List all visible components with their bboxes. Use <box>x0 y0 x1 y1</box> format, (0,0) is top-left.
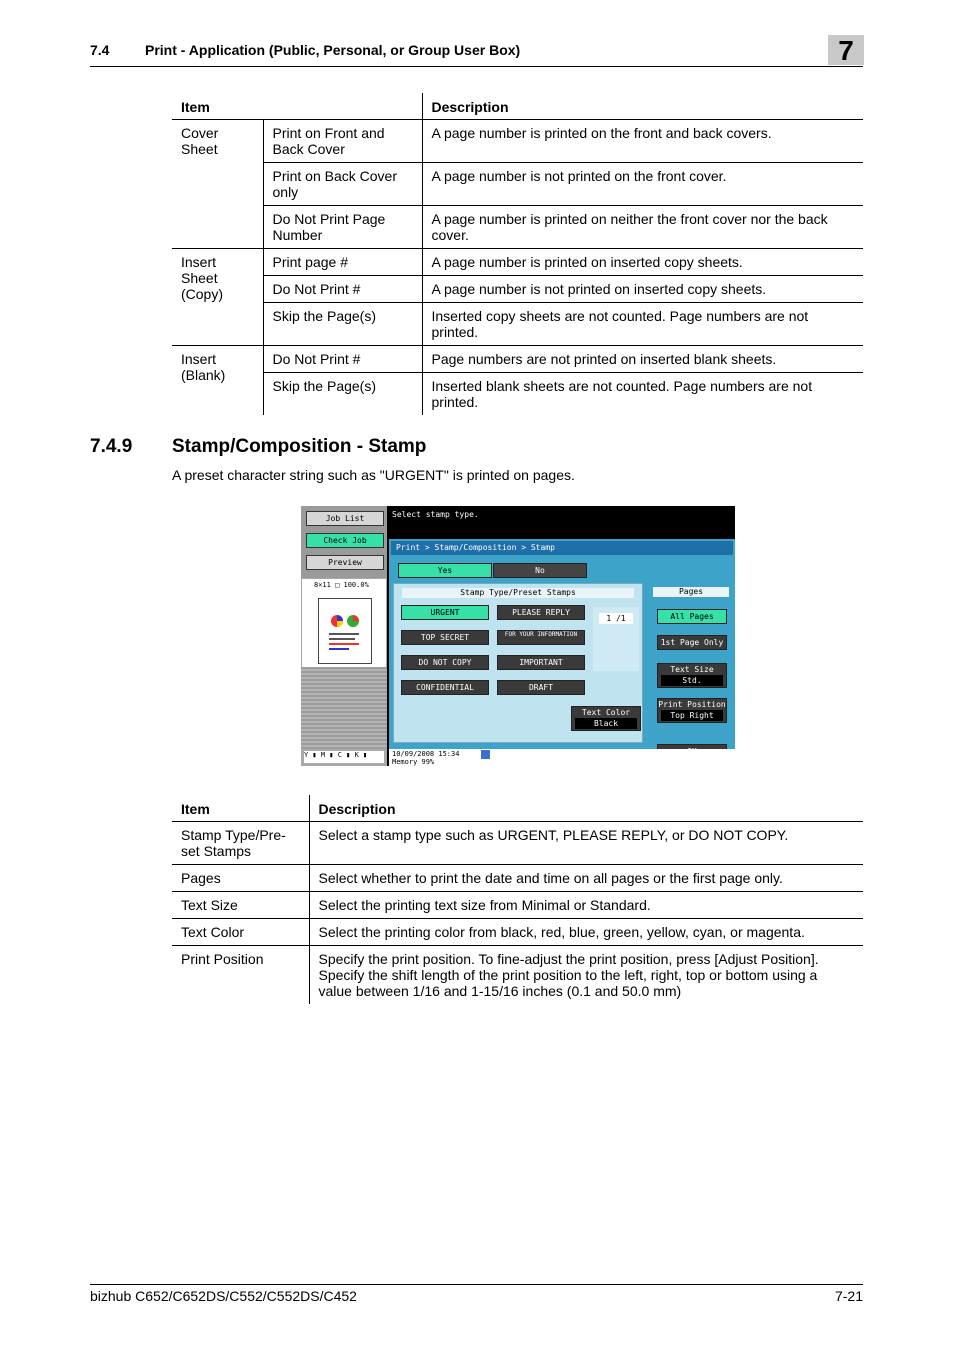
memory-status: Memory 99% <box>392 758 435 766</box>
text-size-value: Std. <box>661 675 723 686</box>
text-size-button[interactable]: Text Size Std. <box>657 663 727 688</box>
pages-header: Pages <box>653 587 729 597</box>
preview-button[interactable]: Preview <box>306 555 384 570</box>
stamp-important-button[interactable]: IMPORTANT <box>497 655 585 670</box>
breadcrumb: Print > Stamp/Composition > Stamp <box>391 541 733 555</box>
section-title: Stamp/Composition - Stamp <box>172 436 427 457</box>
table-cell-description: Select the printing color from black, red, blue, green, yellow, cyan, or magenta. <box>309 919 863 946</box>
table-row <box>172 206 863 249</box>
stamp-urgent-button[interactable]: URGENT <box>401 605 489 620</box>
stamp-settings-table <box>172 795 863 1004</box>
table-cell-item: Text Color <box>172 919 309 946</box>
text-color-button[interactable]: Text Color Black <box>571 706 641 731</box>
first-page-only-button[interactable]: 1st Page Only <box>657 635 727 650</box>
preview-thumbnail-area <box>302 579 386 667</box>
table-header-description: Description <box>422 93 863 120</box>
stamp-for-your-information-button[interactable]: FOR YOUR INFORMATION <box>497 630 585 645</box>
table-cell-description: Select a stamp type such as URGENT, PLEASE REPLY, or DO NOT COPY. <box>309 822 863 865</box>
stamp-please-reply-button[interactable]: PLEASE REPLY <box>497 605 585 620</box>
section-intro: A preset character string such as "URGENT" is printed on pages. <box>172 467 575 483</box>
table-header-description: Description <box>309 795 863 822</box>
date-time: 10/09/2008 15:34 <box>392 750 460 758</box>
page-number-options-table <box>172 93 863 415</box>
table-cell-item: Insert (Blank) <box>181 351 226 383</box>
table-cell-option: Do Not Print Page Number <box>263 206 422 249</box>
header-section-title: Print - Application (Public, Personal, or Group User Box) <box>145 42 521 58</box>
table-cell-option: Do Not Print # <box>263 346 422 373</box>
table-header-item: Item <box>172 93 422 120</box>
table-cell-description: A page number is printed on the front and back covers. <box>422 120 863 163</box>
job-list-button[interactable]: Job List <box>306 511 384 526</box>
table-cell-description: Select whether to print the date and time on all pages or the first page only. <box>309 865 863 892</box>
table-cell-description: Select the printing text size from Minimal or Standard. <box>309 892 863 919</box>
table-cell-description: A page number is printed on inserted copy sheets. <box>422 249 863 276</box>
table-cell-item: Print Position <box>181 951 264 967</box>
table-header-item: Item <box>172 795 309 822</box>
text-color-value: Black <box>575 718 637 729</box>
table-cell-item: Text Size <box>172 892 309 919</box>
table-row <box>172 892 863 919</box>
table-cell-option: Print on Back Cover only <box>263 163 422 206</box>
table-cell-option: Print on Front and Back Cover <box>263 120 422 163</box>
thumbnail-info: 8×11 □ 100.0% <box>314 581 369 589</box>
table-row <box>172 303 863 346</box>
network-icon <box>481 750 490 759</box>
table-row <box>172 120 863 163</box>
document-preview-icon <box>319 599 371 663</box>
table-cell-item: Insert Sheet (Copy) <box>172 249 263 346</box>
table-row <box>172 946 863 1005</box>
table-cell-option: Skip the Page(s) <box>263 303 422 346</box>
chapter-number: 7 <box>828 35 864 65</box>
all-pages-button[interactable]: All Pages <box>657 609 727 624</box>
table-row <box>172 919 863 946</box>
stamp-top-secret-button[interactable]: TOP SECRET <box>401 630 489 645</box>
stamp-type-header: Stamp Type/Preset Stamps <box>402 588 634 598</box>
table-cell-item: Pages <box>172 865 309 892</box>
stamp-confidential-button[interactable]: CONFIDENTIAL <box>401 680 489 695</box>
table-cell-description: Page numbers are not printed on inserted blank sheets. <box>422 346 863 373</box>
table-cell-option: Skip the Page(s) <box>263 373 422 416</box>
stamp-draft-button[interactable]: DRAFT <box>497 680 585 695</box>
header-section-number: 7.4 <box>90 42 110 58</box>
table-row <box>172 249 863 276</box>
check-job-button[interactable]: Check Job <box>306 533 384 548</box>
sidebar <box>301 506 387 766</box>
table-cell-description: Specify the print position. To fine-adjust the print position, press [Adjust Position]. Specify the shift length of the print position to the left, right, top or bottom using a value between 1/16 and 1-15/16 inches (0.1 and 50.0 mm) <box>309 946 863 1005</box>
print-position-value: Top Right <box>661 710 723 721</box>
table-row <box>172 373 863 416</box>
stamp-settings-area <box>389 539 735 749</box>
table-row <box>172 822 863 865</box>
table-cell-description: A page number is not printed on inserted copy sheets. <box>422 276 863 303</box>
page-counter: 1 /1 <box>599 613 633 624</box>
table-row <box>172 865 863 892</box>
footer-page-number: 7-21 <box>834 1288 863 1304</box>
status-bar <box>389 749 735 766</box>
page-footer <box>90 1284 863 1304</box>
table-cell-description: A page number is not printed on the front cover. <box>422 163 863 206</box>
table-cell-description: Inserted blank sheets are not counted. Page numbers are not printed. <box>422 373 863 416</box>
table-row <box>172 163 863 206</box>
table-cell-description: Inserted copy sheets are not counted. Page numbers are not printed. <box>422 303 863 346</box>
running-header <box>90 42 863 67</box>
table-cell-option: Print page # <box>263 249 422 276</box>
message-text: Select stamp type. <box>392 510 479 519</box>
page-counter-box <box>593 607 639 671</box>
table-row <box>172 346 863 373</box>
page-thumbnail <box>318 598 372 664</box>
yes-button[interactable]: Yes <box>398 563 492 578</box>
footer-model: bizhub C652/C652DS/C552/C552DS/C452 <box>90 1288 357 1304</box>
table-row <box>172 276 863 303</box>
table-cell-item: Cover Sheet <box>172 120 263 249</box>
no-button[interactable]: No <box>493 563 587 578</box>
message-bar <box>389 506 735 536</box>
stamp-screen-screenshot <box>301 506 735 766</box>
section-number: 7.4.9 <box>90 436 133 457</box>
table-cell-description: A page number is printed on neither the front cover nor the back cover. <box>422 206 863 249</box>
toner-levels: Y ▮ M ▮ C ▮ K ▮ <box>304 751 384 763</box>
stamp-do-not-copy-button[interactable]: DO NOT COPY <box>401 655 489 670</box>
table-cell-item: Stamp Type/Pre-set Stamps <box>172 822 309 865</box>
print-position-button[interactable]: Print Position Top Right <box>657 698 727 723</box>
table-cell-option: Do Not Print # <box>263 276 422 303</box>
